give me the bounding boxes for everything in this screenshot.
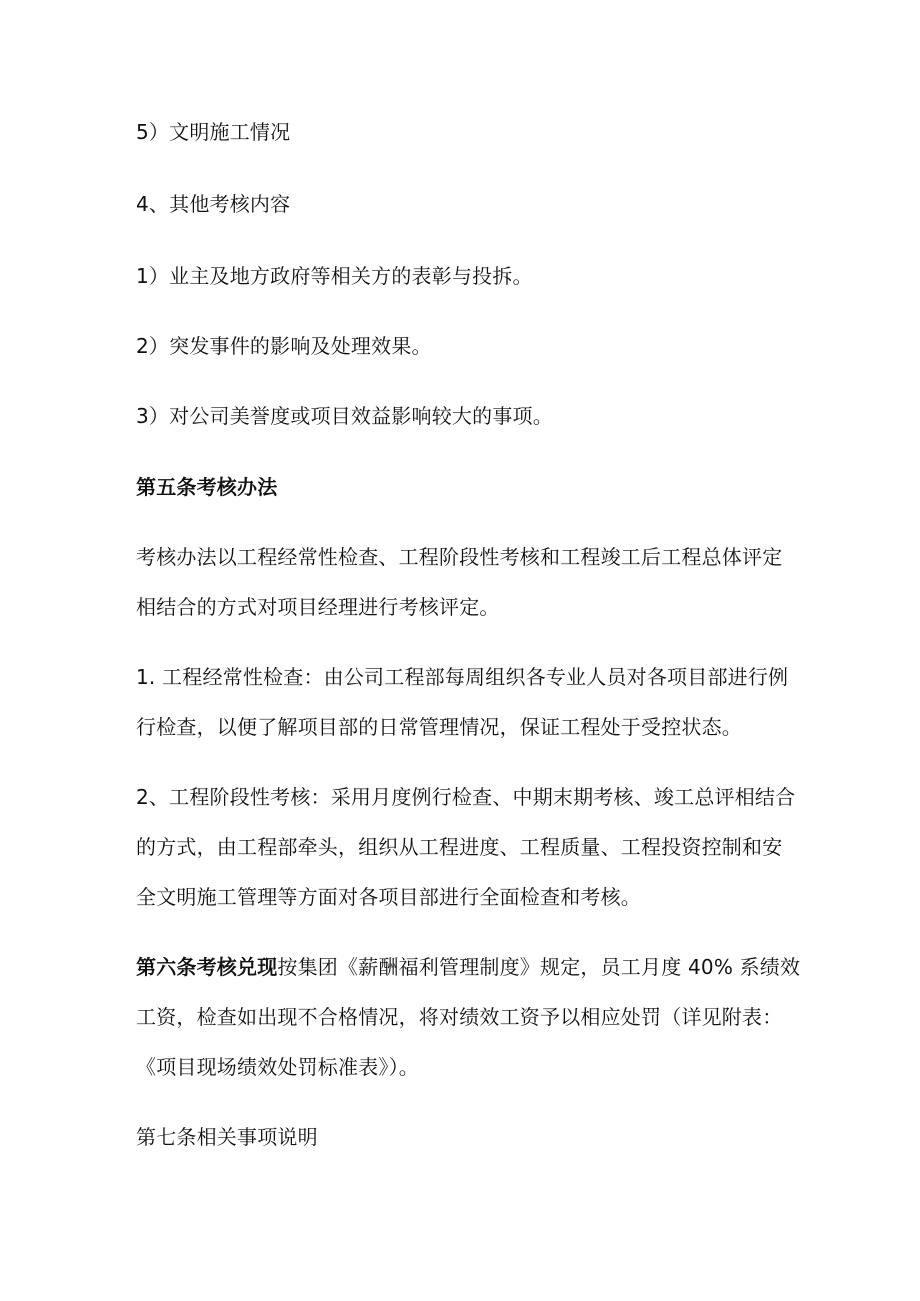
paragraph-routine-check-line-1: 1. 工程经常性检查：由公司工程部每周组织各专业人员对各项目部进行例 <box>136 665 789 689</box>
paragraph-article-6-line-2: 工资，检查如出现不合格情况，将对绩效工资予以相应处罚（详见附表： <box>136 1005 783 1029</box>
paragraph-stage-assessment-line-2: 的方式，由工程部牵头，组织从工程进度、工程质量、工程投资控制和安 <box>136 835 783 859</box>
list-item-emergency: 2）突发事件的影响及处理效果。 <box>136 334 432 358</box>
paragraph-method-line-2: 相结合的方式对项目经理进行考核评定。 <box>136 595 500 619</box>
list-item-reputation: 3）对公司美誉度或项目效益影响较大的事项。 <box>136 404 553 428</box>
paragraph-article-6-line-3: 《项目现场绩效处罚标准表》）。 <box>136 1055 419 1079</box>
paragraph-article-6-line-1 <box>136 953 800 981</box>
section-other-content: 4、其他考核内容 <box>136 192 291 216</box>
heading-article-5: 第五条考核办法 <box>136 475 278 499</box>
heading-article-6: 第六条考核兑现 <box>136 955 278 979</box>
list-item-civilized-construction: 5）文明施工情况 <box>136 120 291 144</box>
heading-article-7: 第七条相关事项说明 <box>136 1125 318 1149</box>
list-item-commendation: 1）业主及地方政府等相关方的表彰与投拆。 <box>136 264 533 288</box>
paragraph-method-line-1: 考核办法以工程经常性检查、工程阶段性考核和工程竣工后工程总体评定 <box>136 545 783 569</box>
paragraph-article-6-text: 按集团《薪酬福利管理制度》规定，员工月度 40% 系绩效 <box>277 955 801 979</box>
paragraph-stage-assessment-line-1: 2、工程阶段性考核：采用月度例行检查、中期末期考核、竣工总评相结合 <box>136 785 796 809</box>
paragraph-stage-assessment-line-3: 全文明施工管理等方面对各项目部进行全面检查和考核。 <box>136 885 641 909</box>
paragraph-routine-check-line-2: 行检查，以便了解项目部的日常管理情况，保证工程处于受控状态。 <box>136 715 742 739</box>
